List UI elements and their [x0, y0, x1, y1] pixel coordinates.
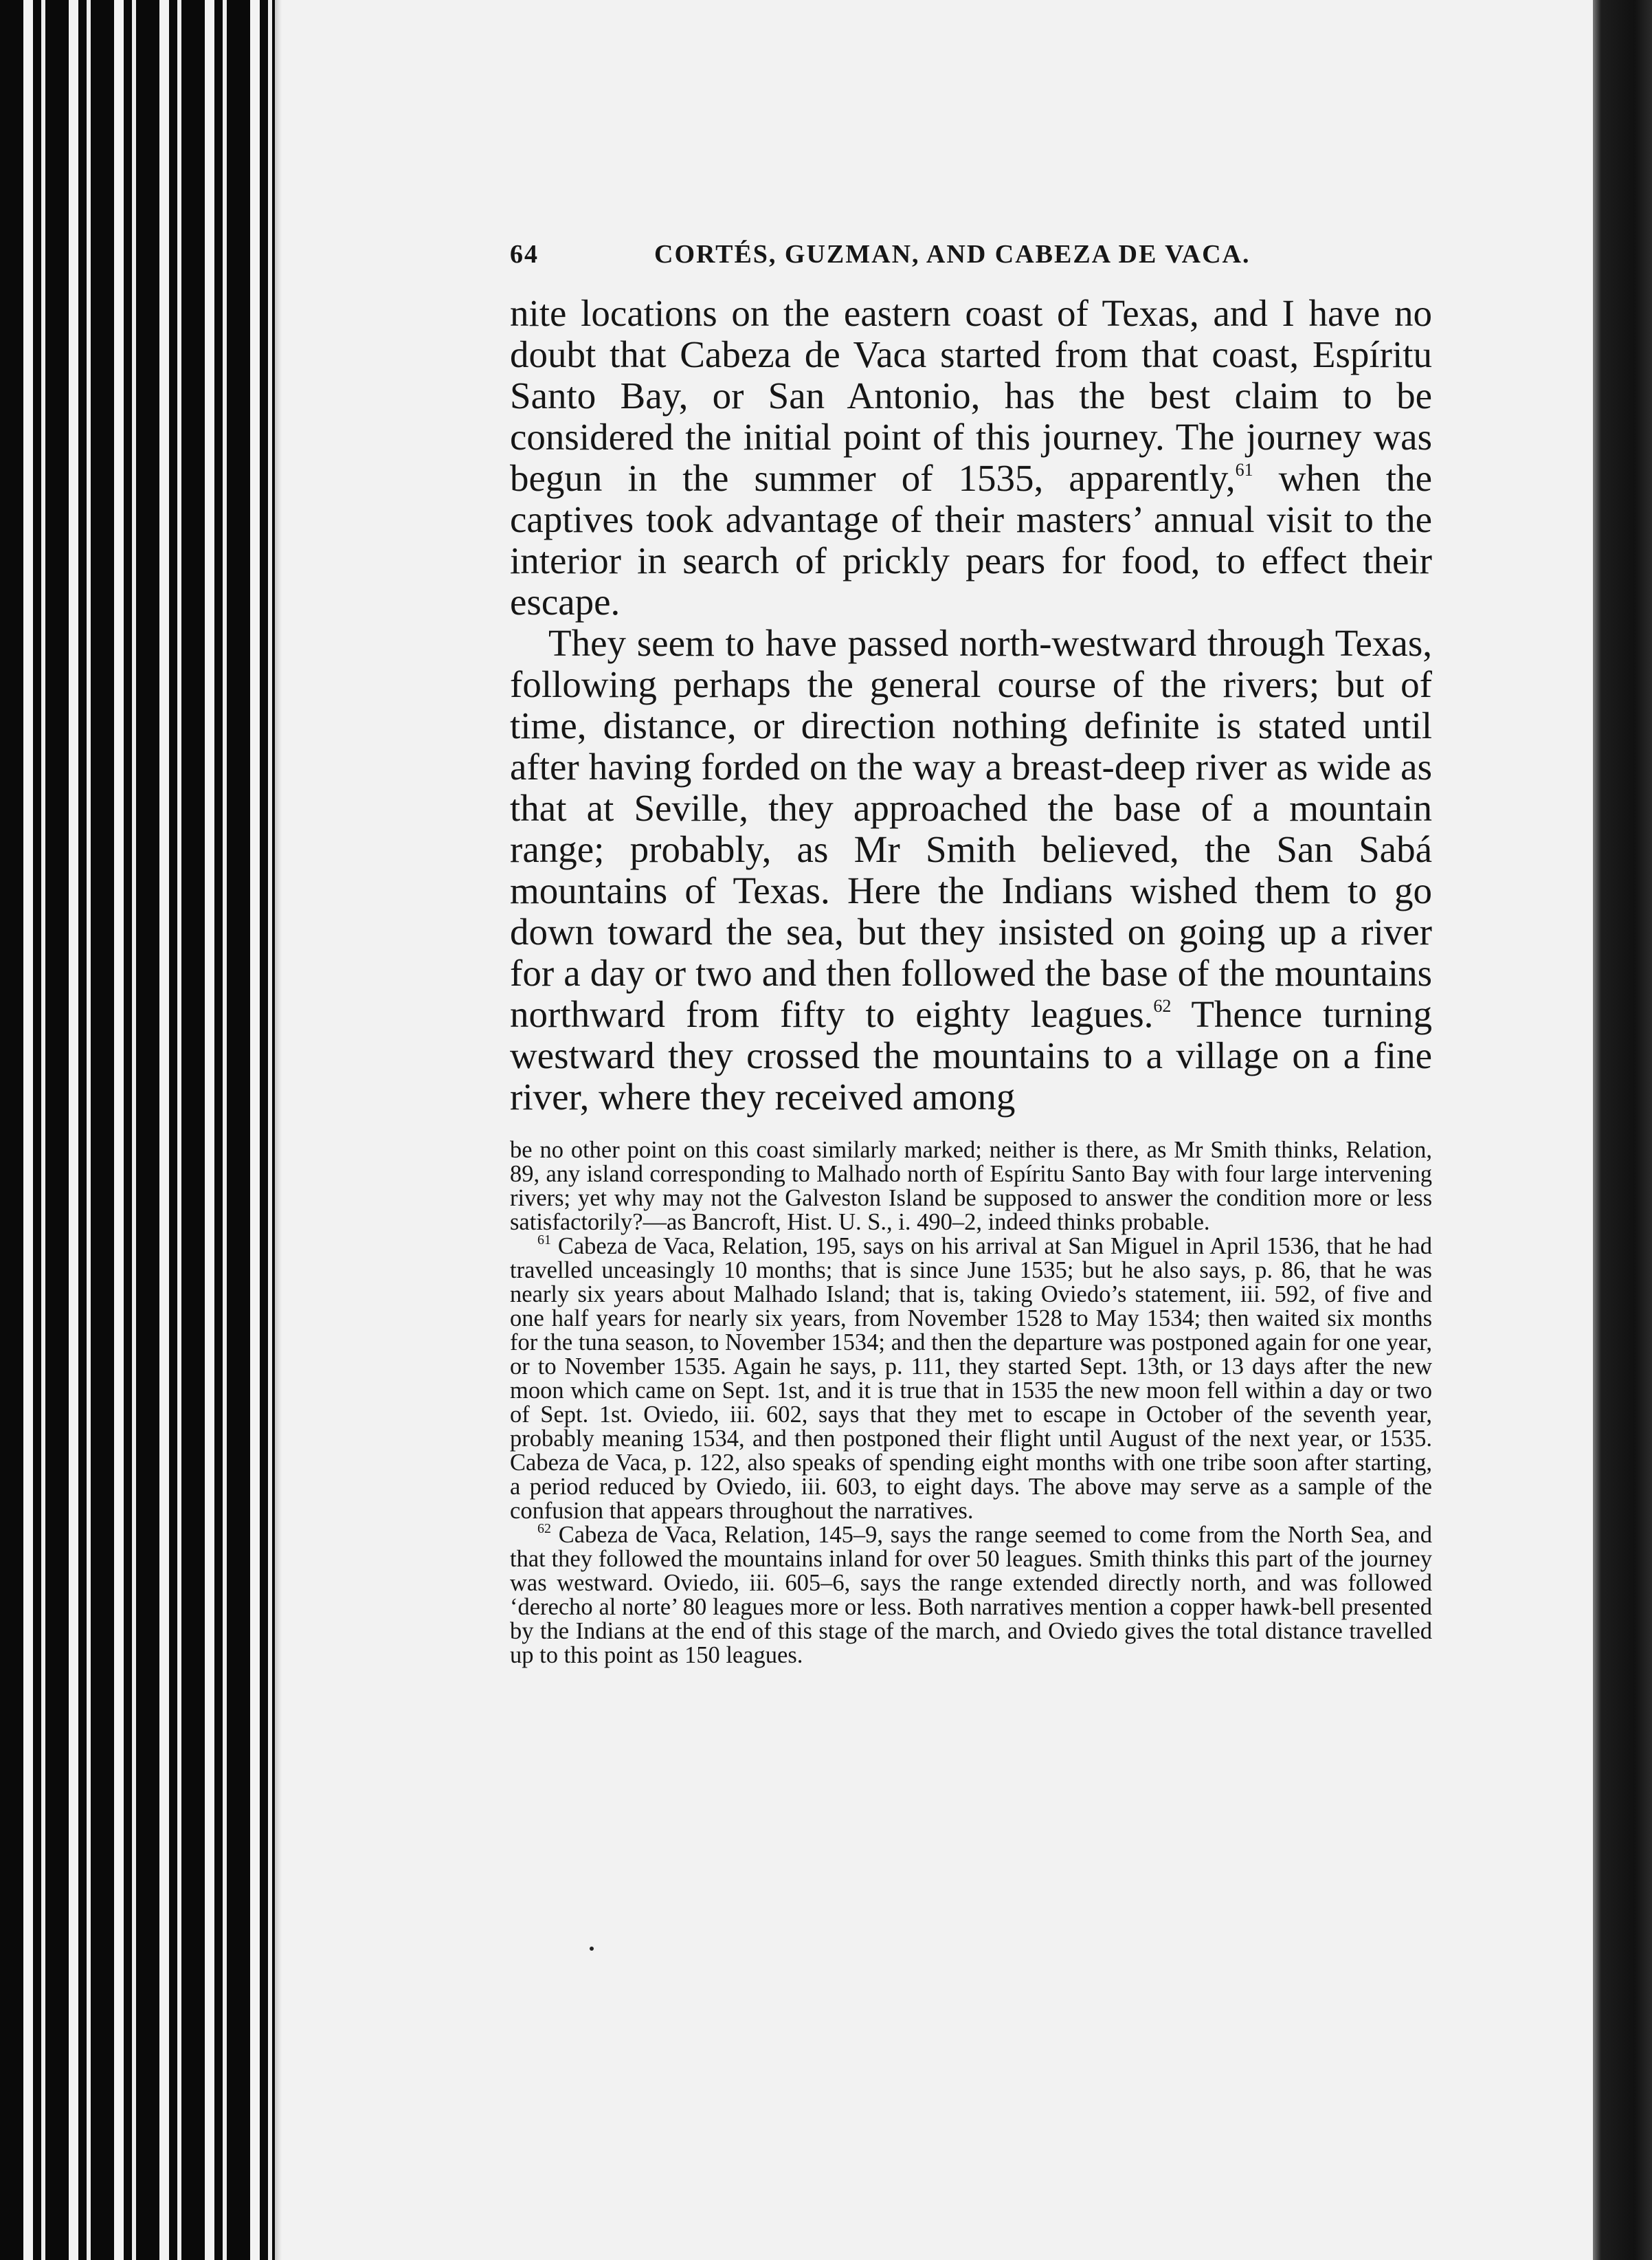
paragraph-2-end: Thence turning westward they crossed the mountains to a village on a fine river, where they received among — [510, 993, 1432, 1118]
footnote-61 — [510, 1234, 1432, 1523]
right-page-edge — [1593, 0, 1652, 2260]
paragraph-1 — [510, 293, 1432, 623]
footnote-ref-62: 62 — [1153, 996, 1172, 1016]
footnote-ref-61: 61 — [1235, 460, 1253, 480]
paragraph-1-end: when the captives took advantage of their masters’ annual visit to the interior in search of prickly pears for food, to effect their escape. — [510, 457, 1432, 623]
footnote-62-text: Cabeza de Vaca, Relation, 145–9, says the range seemed to come from the North Sea, and that they followed the mountains inland for over 50 leagues. Smith thinks this part of the journey was westward. Oviedo, iii. 605–6, says the range extended directly north, and was followed ‘derecho al norte’ 80 leagues more or less. Both narratives mention a copper hawk-bell presented by the Indians at the end of this stage of the march, and Oviedo gives the total distance travelled up to this point as 150 leagues. — [510, 1522, 1432, 1668]
paragraph-2 — [510, 623, 1432, 1118]
gutter-shadow — [275, 0, 282, 2260]
running-title: CORTÉS, GUZMAN, AND CABEZA DE VACA. — [654, 240, 1251, 269]
footnotes — [510, 1138, 1432, 1668]
book-page — [510, 239, 1432, 1668]
running-head — [510, 239, 1432, 280]
body-text — [510, 293, 1432, 1118]
footnote-62 — [510, 1523, 1432, 1668]
paragraph-1-text: nite locations on the eastern coast of Texas, and I have no doubt that Cabeza de Vaca started from that coast, Espíritu Santo Bay, or San Antonio, has the best claim to be considered the initial point of this journey. The journey was begun in the summer of 1535, apparently, — [510, 292, 1432, 499]
footnote-61-mark: 61 — [537, 1232, 551, 1248]
ink-dot — [590, 1947, 594, 1951]
page-number: 64 — [510, 240, 539, 269]
footnote-continuation: be no other point on this coast similarly marked; neither is there, as Mr Smith thinks, Relation, 89, any island corresponding to Malhado north of Espíritu Santo Bay with four large intervening rivers; yet why may not the Galveston Island be supposed to answer the condition more or less satisfactorily?—as Bancroft, Hist. U. S., i. 490–2, indeed thinks probable. — [510, 1137, 1432, 1235]
footnote-62-mark: 62 — [537, 1521, 551, 1536]
footnote-61-text: Cabeza de Vaca, Relation, 195, says on his arrival at San Miguel in April 1536, that he had travelled unceasingly 10 months; that is since June 1535; but he also says, p. 86, that he was nearly six years about Malhado Island; that is, taking Oviedo’s statement, iii. 592, of five and one half years for nearly six years, from November 1528 to May 1534; then waited six months for the tuna season, to November 1534; and then the departure was postponed again for one year, or to November 1535. Again he says, p. 111, they started Sept. 13th, or 13 days after the new moon which came on Sept. 1st, and it is true that in 1535 the new moon fell within a day or two of Sept. 1st. Oviedo, iii. 602, says that they met to escape in October of the seventh year, probably meaning 1534, and then postponed their flight until August of the next year, or 1535. Cabeza de Vaca, p. 122, also speaks of spending eight months with one tribe soon after starting, a period reduced by Oviedo, iii. 603, to eight days. The above may serve as a sample of the confusion that appears throughout the narratives. — [510, 1233, 1432, 1524]
book-binding-edge — [0, 0, 275, 2260]
paragraph-2-text: They seem to have passed north-westward through Texas, following perhaps the general course of the rivers; but of time, distance, or direction nothing definite is stated until after having forded on the way a breast-deep river as wide as that at Seville, they approached the base of a mountain range; probably, as Mr Smith believed, the San Sabá mountains of Texas. Here the Indians wished them to go down toward the sea, but they insisted on going up a river for a day or two and then followed the base of the mountains northward from fifty to eighty leagues. — [510, 622, 1432, 1035]
